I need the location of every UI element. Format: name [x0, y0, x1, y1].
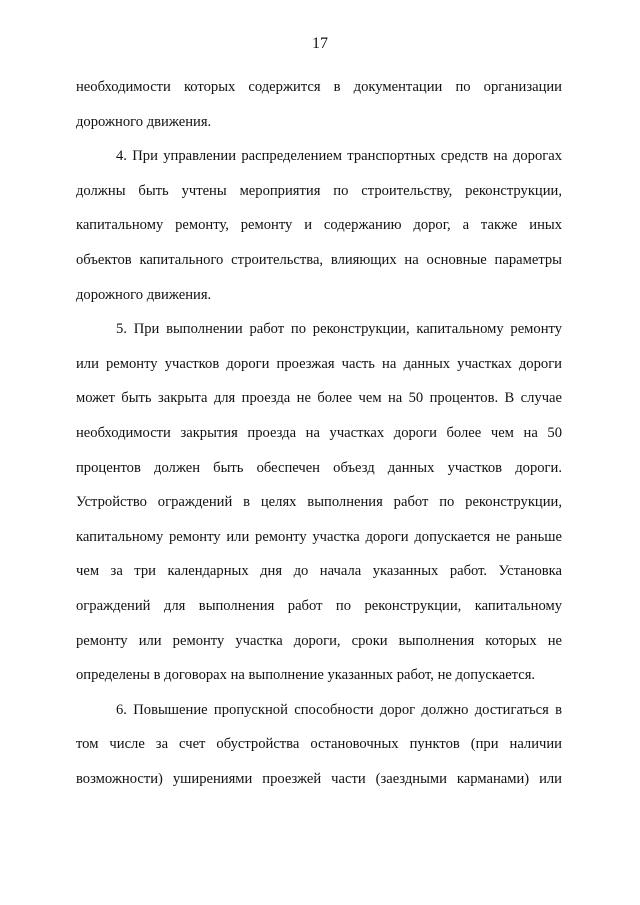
- text-line: ограждений для выполнения работ по реконструкции, капитальному: [76, 597, 562, 614]
- text-line: 6. Повышение пропускной способности дорог должно достигаться в: [116, 701, 562, 718]
- paragraph-item-5: [76, 312, 562, 693]
- text-line: процентов должен быть обеспечен объезд данных участков дороги.: [76, 459, 562, 476]
- text-line: определены в договорах на выполнение указанных работ, не допускается.: [76, 667, 536, 684]
- text-line: чем за три календарных дня до начала указанных работ. Установка: [76, 563, 562, 580]
- text-line: дорожного движения.: [76, 286, 212, 303]
- text-line: может быть закрыта для проезда не более чем на 50 процентов. В случае: [76, 390, 562, 407]
- paragraph-item-4: [76, 139, 562, 312]
- page-number: 17: [312, 35, 328, 52]
- text-line: 5. При выполнении работ по реконструкции, капитальному ремонту: [116, 321, 562, 338]
- text-line: 4. При управлении распределением транспортных средств на дорогах: [116, 148, 562, 165]
- text-line: капитальному ремонту или ремонту участка дороги допускается не раньше: [76, 528, 562, 545]
- text-line: объектов капитального строительства, влияющих на основные параметры: [76, 251, 562, 268]
- text-line: ремонту или ремонту участка дороги, сроки выполнения которых не: [76, 632, 562, 649]
- text-line: возможности) уширениями проезжей части (заездными карманами) или: [76, 770, 562, 787]
- text-line: том числе за счет обустройства остановочных пунктов (при наличии: [76, 736, 562, 753]
- text-line: дорожного движения.: [76, 113, 212, 130]
- text-line: должны быть учтены мероприятия по строительству, реконструкции,: [76, 182, 562, 199]
- document-body: [76, 70, 562, 796]
- text-line: или ремонту участков дороги проезжая часть на данных участках дороги: [76, 355, 562, 372]
- paragraph-item-6: [76, 693, 562, 797]
- paragraph-continuation: [76, 70, 562, 139]
- text-line: Устройство ограждений в целях выполнения работ по реконструкции,: [76, 494, 562, 511]
- text-line: необходимости которых содержится в документации по организации: [76, 79, 562, 95]
- text-line: необходимости закрытия проезда на участках дороги более чем на 50: [76, 424, 562, 441]
- text-line: капитальному ремонту, ремонту и содержанию дорог, а также иных: [76, 217, 562, 234]
